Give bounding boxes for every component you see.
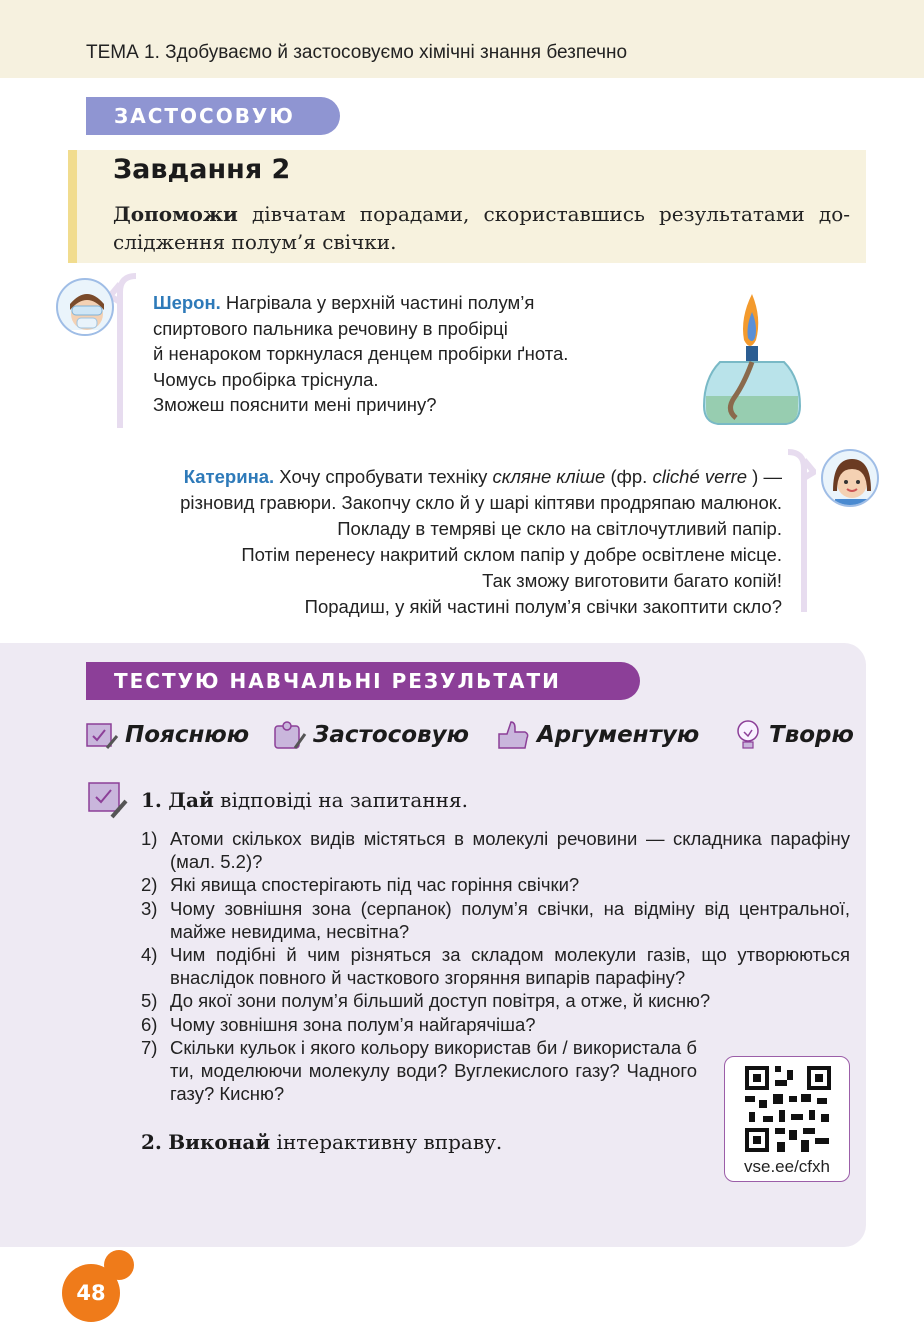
girl-lab-icon (58, 280, 114, 336)
katerina-line: Порадиш, у якій частині полум’я свічки закоптити скло? (304, 596, 782, 617)
sharon-line: спиртового пальника речовину в пробірці (153, 317, 508, 339)
item-text: Атоми скількох видів містяться в молекулі речовини — складника парафіну (мал. 5.2)? (170, 828, 850, 873)
qr-code-icon[interactable] (745, 1066, 831, 1152)
sharon-name: Шерон. (153, 292, 221, 313)
katerina-bubble-line (786, 448, 816, 616)
item-number: 5) (141, 990, 158, 1012)
skill-create (733, 718, 854, 752)
skill-label: Застосовую (313, 722, 469, 748)
item-number: 3) (141, 897, 158, 919)
sharon-bubble-line (108, 272, 138, 432)
list-item (141, 989, 850, 1012)
item-text: Чим подібні й чим різняться за складом молекули газів, що утворюються внаслідок повного й часткового згоряння випарів парафіну? (170, 944, 850, 989)
katerina-text: Хочу спробувати техніку (274, 466, 493, 487)
item-number: 7) (141, 1036, 158, 1058)
list-item (141, 827, 850, 873)
list-item (141, 873, 850, 896)
q2-lead: Виконай (168, 1130, 271, 1154)
q1-lead: Дай (168, 788, 214, 812)
qr-url[interactable]: vse.ee/cfxh (744, 1157, 830, 1176)
spirit-lamp-illustration (700, 288, 810, 428)
q2-number: 2. (141, 1130, 162, 1154)
item-number: 6) (141, 1013, 158, 1035)
item-text: Які явища спостерігають під час горіння свічки? (170, 874, 580, 896)
katerina-avatar (821, 449, 879, 507)
girl-avatar-icon (823, 451, 879, 507)
skill-apply (271, 718, 469, 752)
lightbulb-icon (733, 718, 763, 752)
task-lead: Допоможи (113, 202, 238, 226)
q1-text: відповіді на запитання. (213, 788, 468, 812)
skill-label: Пояснюю (125, 722, 250, 748)
skill-label: Аргументую (537, 722, 700, 748)
section-ribbon-apply: ЗАСТОСОВУЮ (86, 97, 340, 135)
explain-icon (85, 718, 119, 752)
katerina-text: cliché verre (652, 466, 748, 487)
sharon-line: й ненароком торкнулася денцем пробірки ґнота. (153, 343, 569, 364)
task-text (113, 200, 850, 256)
list-item (141, 943, 850, 989)
katerina-line: різновид гравюри. Закопчу скло й у шарі кіптяви продряпаю малюнок. (180, 492, 782, 513)
question-2-heading (141, 1130, 502, 1154)
item-text: Чому зовнішня зона полум’я найгарячіша? (170, 1013, 536, 1035)
katerina-text: скляне кліше (492, 466, 606, 487)
page-number: 48 (62, 1264, 120, 1322)
katerina-text: (фр. (605, 466, 653, 487)
thumbs-icon (495, 718, 531, 752)
question-explain-icon (86, 777, 130, 821)
katerina-line: Покладу в темряві це скло на світлочутливий папір. (337, 518, 782, 539)
sharon-speech (153, 290, 568, 418)
section-ribbon-test: ТЕСТУЮ НАВЧАЛЬНІ РЕЗУЛЬТАТИ (86, 662, 640, 700)
sharon-line: Зможеш пояснити мені причину? (153, 394, 437, 415)
sharon-line: Нагрівала у верхній частині полум’я (220, 292, 535, 313)
item-text: До якої зони полум’я більший доступ повітря, а отже, й кисню? (170, 990, 711, 1012)
katerina-line: Потім перенесу накритий склом папір у добре освітлене місце. (241, 544, 782, 565)
header-title: ТЕМА 1. Здобуваємо й застосовуємо хімічні знання безпечно (86, 42, 628, 63)
header-bar (0, 0, 924, 78)
question-1-heading (141, 788, 468, 812)
skill-argue (495, 718, 699, 752)
item-text: Скільки кульок і якого кольору використав би / використала б ти, моделюючи молекулу води? Вуглекислого газу? Чадного газу? Кисню? (170, 1036, 697, 1105)
puzzle-icon (271, 718, 307, 752)
list-item (141, 897, 850, 943)
item-number: 1) (141, 828, 158, 849)
item-text: Чому зовнішня зона (серпанок) полум’я свічки, на відміну від центральної, майже невидима, несвітна? (170, 897, 850, 942)
q1-number: 1. (141, 788, 162, 812)
task-body: дівчатам порадами, скориставшись результатами дослідження полум’я свічки. (113, 202, 850, 254)
katerina-text: ) — (747, 466, 782, 487)
task-title: Завдання 2 (113, 154, 291, 185)
list-item (141, 1036, 697, 1106)
katerina-name: Катерина. (183, 466, 275, 487)
item-number: 2) (141, 874, 158, 896)
list-item (141, 1013, 850, 1036)
sharon-avatar (56, 278, 114, 336)
q2-text: інтерактивну вправу. (270, 1130, 503, 1154)
katerina-line: Так зможу виготовити багато копій! (482, 570, 782, 591)
katerina-speech (62, 464, 782, 620)
item-number: 4) (141, 944, 158, 966)
sharon-line: Чомусь пробірка тріснула. (153, 368, 379, 390)
skill-label: Творю (769, 722, 854, 748)
skill-explain (85, 718, 249, 752)
qr-code-box[interactable] (724, 1056, 850, 1182)
